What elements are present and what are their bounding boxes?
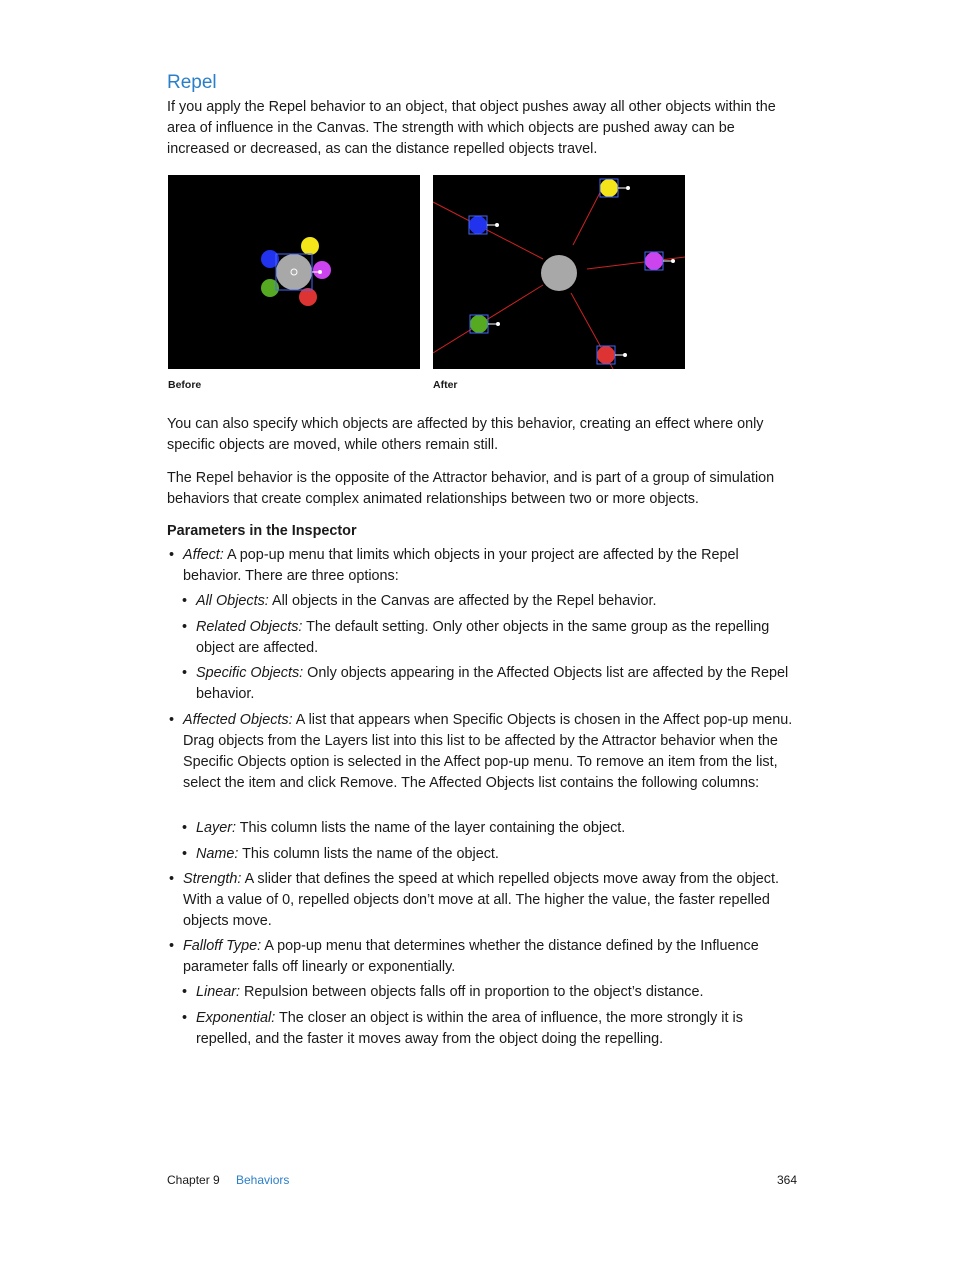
term-name: Name: <box>196 846 239 862</box>
list-item-affected-objects <box>169 710 797 794</box>
bullet: • <box>182 665 188 681</box>
text-exponential: The closer an object is within the area of influence, the more strongly it is repelled, and the faster it moves away from the object doing the repelling. <box>196 1010 743 1047</box>
list-item-all-objects <box>182 591 797 612</box>
bullet: • <box>182 619 188 635</box>
text-name: This column lists the name of the object. <box>238 846 499 862</box>
text-affect: A pop-up menu that limits which objects in your project are affected by the Repel behavior. There are three options: <box>183 547 739 584</box>
term-linear: Linear: <box>196 984 241 1000</box>
bullet: • <box>182 820 188 836</box>
text-specific-objects: Only objects appearing in the Affected Objects list are affected by the Repel behavior. <box>196 665 789 702</box>
intro-paragraph: If you apply the Repel behavior to an object, that object pushes away all other objects within the area of influence in the Canvas. The strength with which objects are pushed away can be increased or decreased, as can the distance repelled objects travel. <box>167 99 776 157</box>
magenta-circle <box>313 261 331 279</box>
list-item-falloff-type <box>169 936 797 978</box>
list-item-strength <box>169 869 797 932</box>
term-all-objects: All Objects: <box>196 593 269 609</box>
footer-section-link[interactable]: Behaviors <box>236 1173 290 1187</box>
params-heading: Parameters in the Inspector <box>167 523 357 539</box>
term-exponential: Exponential: <box>196 1010 276 1026</box>
magenta-object <box>645 252 675 270</box>
after-caption: After <box>433 379 458 391</box>
term-strength: Strength: <box>183 871 242 887</box>
list-item-specific-objects <box>182 663 797 705</box>
term-layer: Layer: <box>196 820 236 836</box>
bullet: • <box>169 871 175 887</box>
gray-repel-circle <box>276 254 312 290</box>
text-affected-objects: A list that appears when Specific Objects is chosen in the Affect pop-up menu. Drag objects from the Layers list into this list to be affected by the Attractor behavior when the Specific Objects option is selected in the Affect pop-up menu. To remove an item from the list, select the item and click Remove. The Affected Objects list contains the following columns: <box>183 712 793 791</box>
list-item-affect <box>169 545 797 587</box>
before-caption: Before <box>168 379 202 391</box>
red-object <box>597 346 627 364</box>
text-layer: This column lists the name of the layer containing the object. <box>236 820 626 836</box>
text-related-objects: The default setting. Only other objects in the same group as the repelling object are affected. <box>196 619 770 656</box>
bullet: • <box>169 712 175 728</box>
bullet: • <box>169 938 175 954</box>
list-item-related-objects <box>182 617 797 659</box>
paragraph-opposite-attractor: The Repel behavior is the opposite of the Attractor behavior, and is part of a group of simulation behaviors that create complex animated relationships between two or more objects. <box>167 470 775 507</box>
red-circle <box>299 288 317 306</box>
text-strength: A slider that defines the speed at which repelled objects move away from the object. With a value of 0, repelled objects don’t move at all. The higher the value, the faster repelled objects move. <box>183 871 779 929</box>
before-figure <box>168 175 420 369</box>
list-item-name <box>182 844 797 865</box>
bullet: • <box>182 984 188 1000</box>
gray-repel-circle <box>541 255 577 291</box>
green-object <box>470 315 500 333</box>
text-all-objects: All objects in the Canvas are affected by the Repel behavior. <box>268 593 657 609</box>
footer-page-number: 364 <box>777 1173 798 1187</box>
text-falloff-type: A pop-up menu that determines whether the distance defined by the Influence parameter falls off linearly or exponentially. <box>183 938 759 975</box>
bullet: • <box>182 846 188 862</box>
term-falloff-type: Falloff Type: <box>183 938 262 954</box>
list-item-exponential <box>182 1008 797 1050</box>
after-figure <box>433 175 685 369</box>
bullet: • <box>169 547 175 563</box>
term-affected-objects: Affected Objects: <box>183 712 293 728</box>
footer-chapter: Chapter 9 <box>167 1173 220 1187</box>
blue-object <box>469 216 499 234</box>
bullet: • <box>182 1010 188 1026</box>
paragraph-affected-objects: You can also specify which objects are affected by this behavior, creating an effect where only specific objects are moved, while others remain still. <box>167 416 764 453</box>
section-heading: Repel <box>167 72 217 93</box>
term-related-objects: Related Objects: <box>196 619 303 635</box>
list-item-layer <box>182 818 797 839</box>
yellow-circle <box>301 237 319 255</box>
text-linear: Repulsion between objects falls off in proportion to the object’s distance. <box>240 984 704 1000</box>
term-specific-objects: Specific Objects: <box>196 665 304 681</box>
yellow-object <box>600 179 630 197</box>
list-item-linear <box>182 982 797 1003</box>
term-affect: Affect: <box>183 547 224 563</box>
bullet: • <box>182 593 188 609</box>
